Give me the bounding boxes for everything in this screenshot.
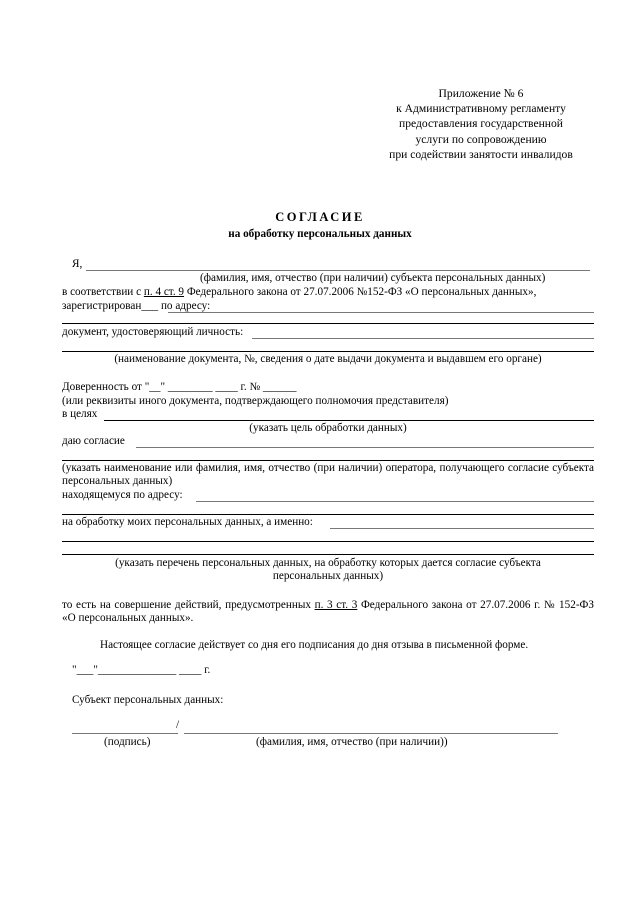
data-list-line-3[interactable] (62, 554, 594, 555)
actions-paragraph (62, 599, 594, 625)
data-list-line-1[interactable] (330, 528, 594, 529)
operator-address-line-2[interactable] (62, 514, 594, 515)
signature-line[interactable] (72, 733, 178, 734)
accordance-law-link[interactable]: п. 4 ст. 9 (143, 286, 185, 298)
operator-caption: (указать наименование или фамилия, имя, отчество (при наличии) оператора, получающего согласие субъекта персональных данных) (62, 462, 594, 487)
appendix-line-5: при содействии занятости инвалидов (389, 147, 573, 161)
accordance-prefix: в соответствии с (62, 286, 142, 298)
actions-prefix: то есть на совершение действий, предусмотренных (62, 599, 311, 611)
consent-label: даю согласие (62, 435, 125, 447)
date-line[interactable]: "___"______________ ____ г. (72, 664, 211, 676)
signer-name-caption: (фамилия, имя, отчество (при наличии)) (256, 736, 448, 748)
address-line-1[interactable] (168, 312, 594, 313)
subject-name-line[interactable] (86, 270, 590, 271)
document-label: документ, удостоверяющий личность: (62, 326, 244, 338)
document-caption: (наименование документа, №, сведения о дате выдачи документа и выдавшем его органе) (114, 353, 542, 365)
data-list-caption: (указать перечень персональных данных, на обработку которых дается согласие субъекта персональных данных) (115, 557, 541, 582)
document-line-2[interactable] (62, 351, 594, 352)
registered-label: зарегистрирован___ по адресу: (62, 300, 211, 312)
appendix-number: Приложение № 6 (438, 87, 524, 100)
address-line-2[interactable] (62, 323, 594, 324)
validity-text: Настоящее согласие действует со дня его подписания до дня отзыва в письменной форме. (100, 639, 529, 651)
actions-rest: Федерального закона от 27.07.2006 г. № 152-ФЗ «О персональных данных». (62, 599, 594, 624)
accordance-paragraph (62, 286, 594, 299)
purpose-label: в целях (62, 408, 98, 420)
subject-name-caption: (фамилия, имя, отчество (при наличии) субъекта персональных данных) (200, 272, 546, 284)
purpose-line[interactable] (104, 420, 594, 421)
document-title: СОГЛАСИЕ (275, 210, 365, 224)
appendix-line-2: к Административному регламенту (396, 102, 566, 116)
operator-address-label: находящемуся по адресу: (62, 489, 183, 501)
operator-line-1[interactable] (136, 447, 594, 448)
signature-separator: / (176, 719, 180, 731)
operator-address-line-1[interactable] (196, 501, 594, 502)
data-list-line-2[interactable] (62, 541, 594, 542)
appendix-block (370, 86, 592, 162)
accordance-rest: Федерального закона от 27.07.2006 №152-ФЗ «О персональных данных», (186, 286, 537, 298)
signature-caption: (подпись) (104, 736, 151, 748)
document-line-1[interactable] (252, 338, 594, 339)
document-subtitle: на обработку персональных данных (228, 228, 412, 240)
proxy-line[interactable]: Доверенность от "__" ________ ____ г. № ______ (62, 381, 297, 393)
i-label: Я, (72, 258, 83, 270)
signer-name-line[interactable] (184, 733, 558, 734)
actions-law-link[interactable]: п. 3 ст. 3 (314, 599, 358, 611)
purpose-caption: (указать цель обработки данных) (249, 422, 407, 434)
signer-label: Субъект персональных данных: (72, 694, 224, 706)
appendix-line-3: предоставления государственной (399, 117, 563, 131)
operator-line-2[interactable] (62, 460, 594, 461)
appendix-line-4: услуги по сопровождению (415, 132, 547, 146)
data-list-label: на обработку моих персональных данных, а именно: (62, 516, 313, 528)
proxy-caption: (или реквизиты иного документа, подтверждающего полномочия представителя) (62, 395, 449, 407)
